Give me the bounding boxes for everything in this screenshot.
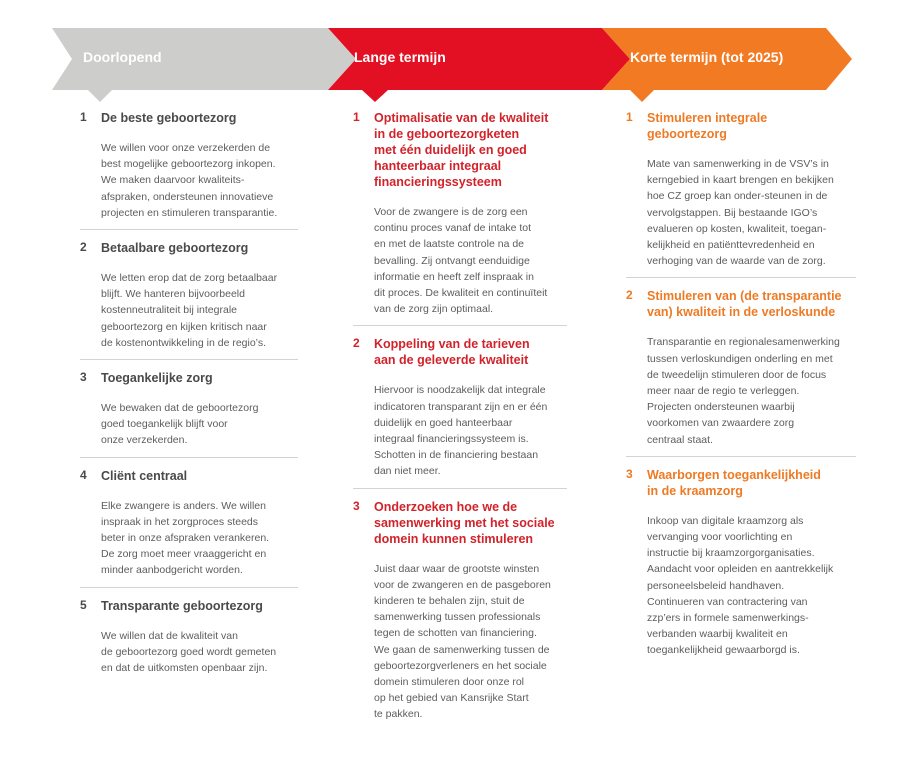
- item-number: 1: [80, 110, 87, 124]
- item-body: Inkoop van digitale kraamzorg als vervanging voor voorlichting en instructie bij kraamzorgorganisaties. Aandacht voor opleiden en aantrekkelijk personeelsbeleid handhaven. Continueren van contractering van zzp’ers in formele samenwerkings- verbanden waarbij kwaliteit en toegankelijkheid gewaarborgd is.: [647, 514, 834, 657]
- list-item: [626, 288, 856, 456]
- item-body: Mate van samenwerking in de VSV’s in kerngebied in kaart brengen en bekijken hoe CZ groep kan onder-steunen in de vervolgstappen. Bij bestaande IGO’s evalueren op kosten, kwaliteit, toegan- kelijkheid en patiënttevredenheid en verhoging van de waarde van de zorg.: [647, 158, 834, 268]
- list-item: [353, 336, 567, 488]
- item-number: 1: [626, 110, 633, 124]
- item-title: Toegankelijke zorg: [101, 371, 213, 386]
- item-body: Juist daar waar de grootste winsten voor de zwangeren en de pasgeboren kinderen te behalen zijn, stuit de samenwerking tussen professionals tegen de schotten van financiering. We gaan de samenwerking tussen de geboortezorgverleners en het sociale domein stimuleren door onze rol op het gebied van Kansrijke Start te pakken.: [374, 562, 551, 721]
- divider: [80, 587, 298, 588]
- list-item: [80, 240, 298, 360]
- list-item: [80, 370, 298, 458]
- list-item: [353, 110, 567, 326]
- item-title: Transparante geboortezorg: [101, 598, 263, 613]
- divider: [353, 488, 567, 489]
- list-item: [80, 110, 298, 230]
- item-title: Waarborgen toegankelijkheid in de kraamzorg: [647, 467, 821, 498]
- item-title: Koppeling van de tarieven aan de geleverde kwaliteit: [374, 337, 530, 368]
- divider: [80, 229, 298, 230]
- item-body: Hiervoor is noodzakelijk dat integrale indicatoren transparant zijn en er één duidelijk en goed hanteerbaar integraal financieringssysteem is. Schotten in de financiering bestaan dan niet meer.: [374, 384, 548, 478]
- item-body: Elke zwangere is anders. We willen inspraak in het zorgproces steeds beter in onze afspraken verankeren. De zorg moet meer vraaggericht en minder aanbodgericht worden.: [101, 499, 270, 577]
- banner-pointer-doorlopend: [88, 90, 112, 102]
- item-title: Onderzoeken hoe we de samenwerking met het sociale domein kunnen stimuleren: [374, 499, 555, 546]
- list-item: [626, 110, 856, 278]
- list-item: [626, 467, 856, 659]
- item-number: 5: [80, 597, 87, 612]
- item-title: Stimuleren integrale geboortezorg: [647, 111, 768, 141]
- banner-pointer-korte-termijn: [630, 90, 654, 102]
- column-lange-termijn: [353, 110, 567, 723]
- item-body: Transparantie en regionalesamenwerking tussen verloskundigen onderling en met de tweedelijn stimuleren door de focus meer naar de regio te verleggen. Projecten ondersteunen waarbij voorkomen van zwaardere zorg centraal staat.: [647, 336, 840, 446]
- item-body: Voor de zwangere is de zorg een continu proces vanaf de intake tot en met de laatste controle na de bevalling. Zij ontvangt eenduidige informatie en heeft zelf inspraak in dit proces. De kwaliteit en continuïteit van de zorg zijn optimaal.: [374, 206, 548, 316]
- divider: [80, 359, 298, 360]
- item-title: Stimuleren van (de transparantie van) kwaliteit in de verloskunde: [647, 289, 842, 320]
- divider: [353, 325, 567, 326]
- item-number: 2: [353, 336, 360, 351]
- divider: [626, 456, 856, 457]
- item-number: 3: [626, 466, 633, 481]
- item-number: 2: [80, 240, 87, 255]
- header-korte-termijn: Korte termijn (tot 2025): [630, 49, 784, 65]
- item-number: 4: [80, 467, 87, 482]
- item-title: De beste geboortezorg: [101, 111, 237, 125]
- header-lange-termijn: Lange termijn: [354, 49, 446, 65]
- item-number: 2: [626, 288, 633, 303]
- banner-pointer-lange-termijn: [362, 90, 388, 102]
- column-korte-termijn: [626, 110, 856, 659]
- item-body: We letten erop dat de zorg betaalbaar blijft. We hanteren bijvoorbeeld kostenneutraliteit bij integrale geboortezorg en kijken kritisch naar de kostenontwikkeling in de regio’s.: [101, 272, 278, 349]
- column-doorlopend: [80, 110, 298, 676]
- header-doorlopend: Doorlopend: [83, 49, 162, 65]
- item-body: We bewaken dat de geboortezorg goed toegankelijk blijft voor onze verzekerden.: [101, 402, 259, 447]
- phase-banner: [0, 28, 908, 120]
- list-item: [80, 468, 298, 588]
- item-title: Cliënt centraal: [101, 468, 188, 483]
- item-number: 1: [353, 110, 360, 124]
- item-number: 3: [353, 498, 360, 513]
- item-body: We willen dat de kwaliteit van de geboortezorg goed wordt gemeten en dat de uitkomsten openbaar zijn.: [101, 629, 277, 675]
- item-body: We willen voor onze verzekerden de best mogelijke geboortezorg inkopen. We maken daarvoor kwaliteits- afspraken, ondersteunen innovatieve projecten en stimuleren transparantie.: [101, 142, 278, 219]
- list-item: [353, 499, 567, 723]
- list-item: [80, 598, 298, 677]
- item-number: 3: [80, 370, 87, 385]
- divider: [626, 277, 856, 278]
- item-title: Betaalbare geboortezorg: [101, 241, 249, 256]
- divider: [80, 457, 298, 458]
- item-title: Optimalisatie van de kwaliteit in de geboortezorgketen met één duidelijk en goed hanteerbaar integraal financieringssysteem: [374, 111, 549, 189]
